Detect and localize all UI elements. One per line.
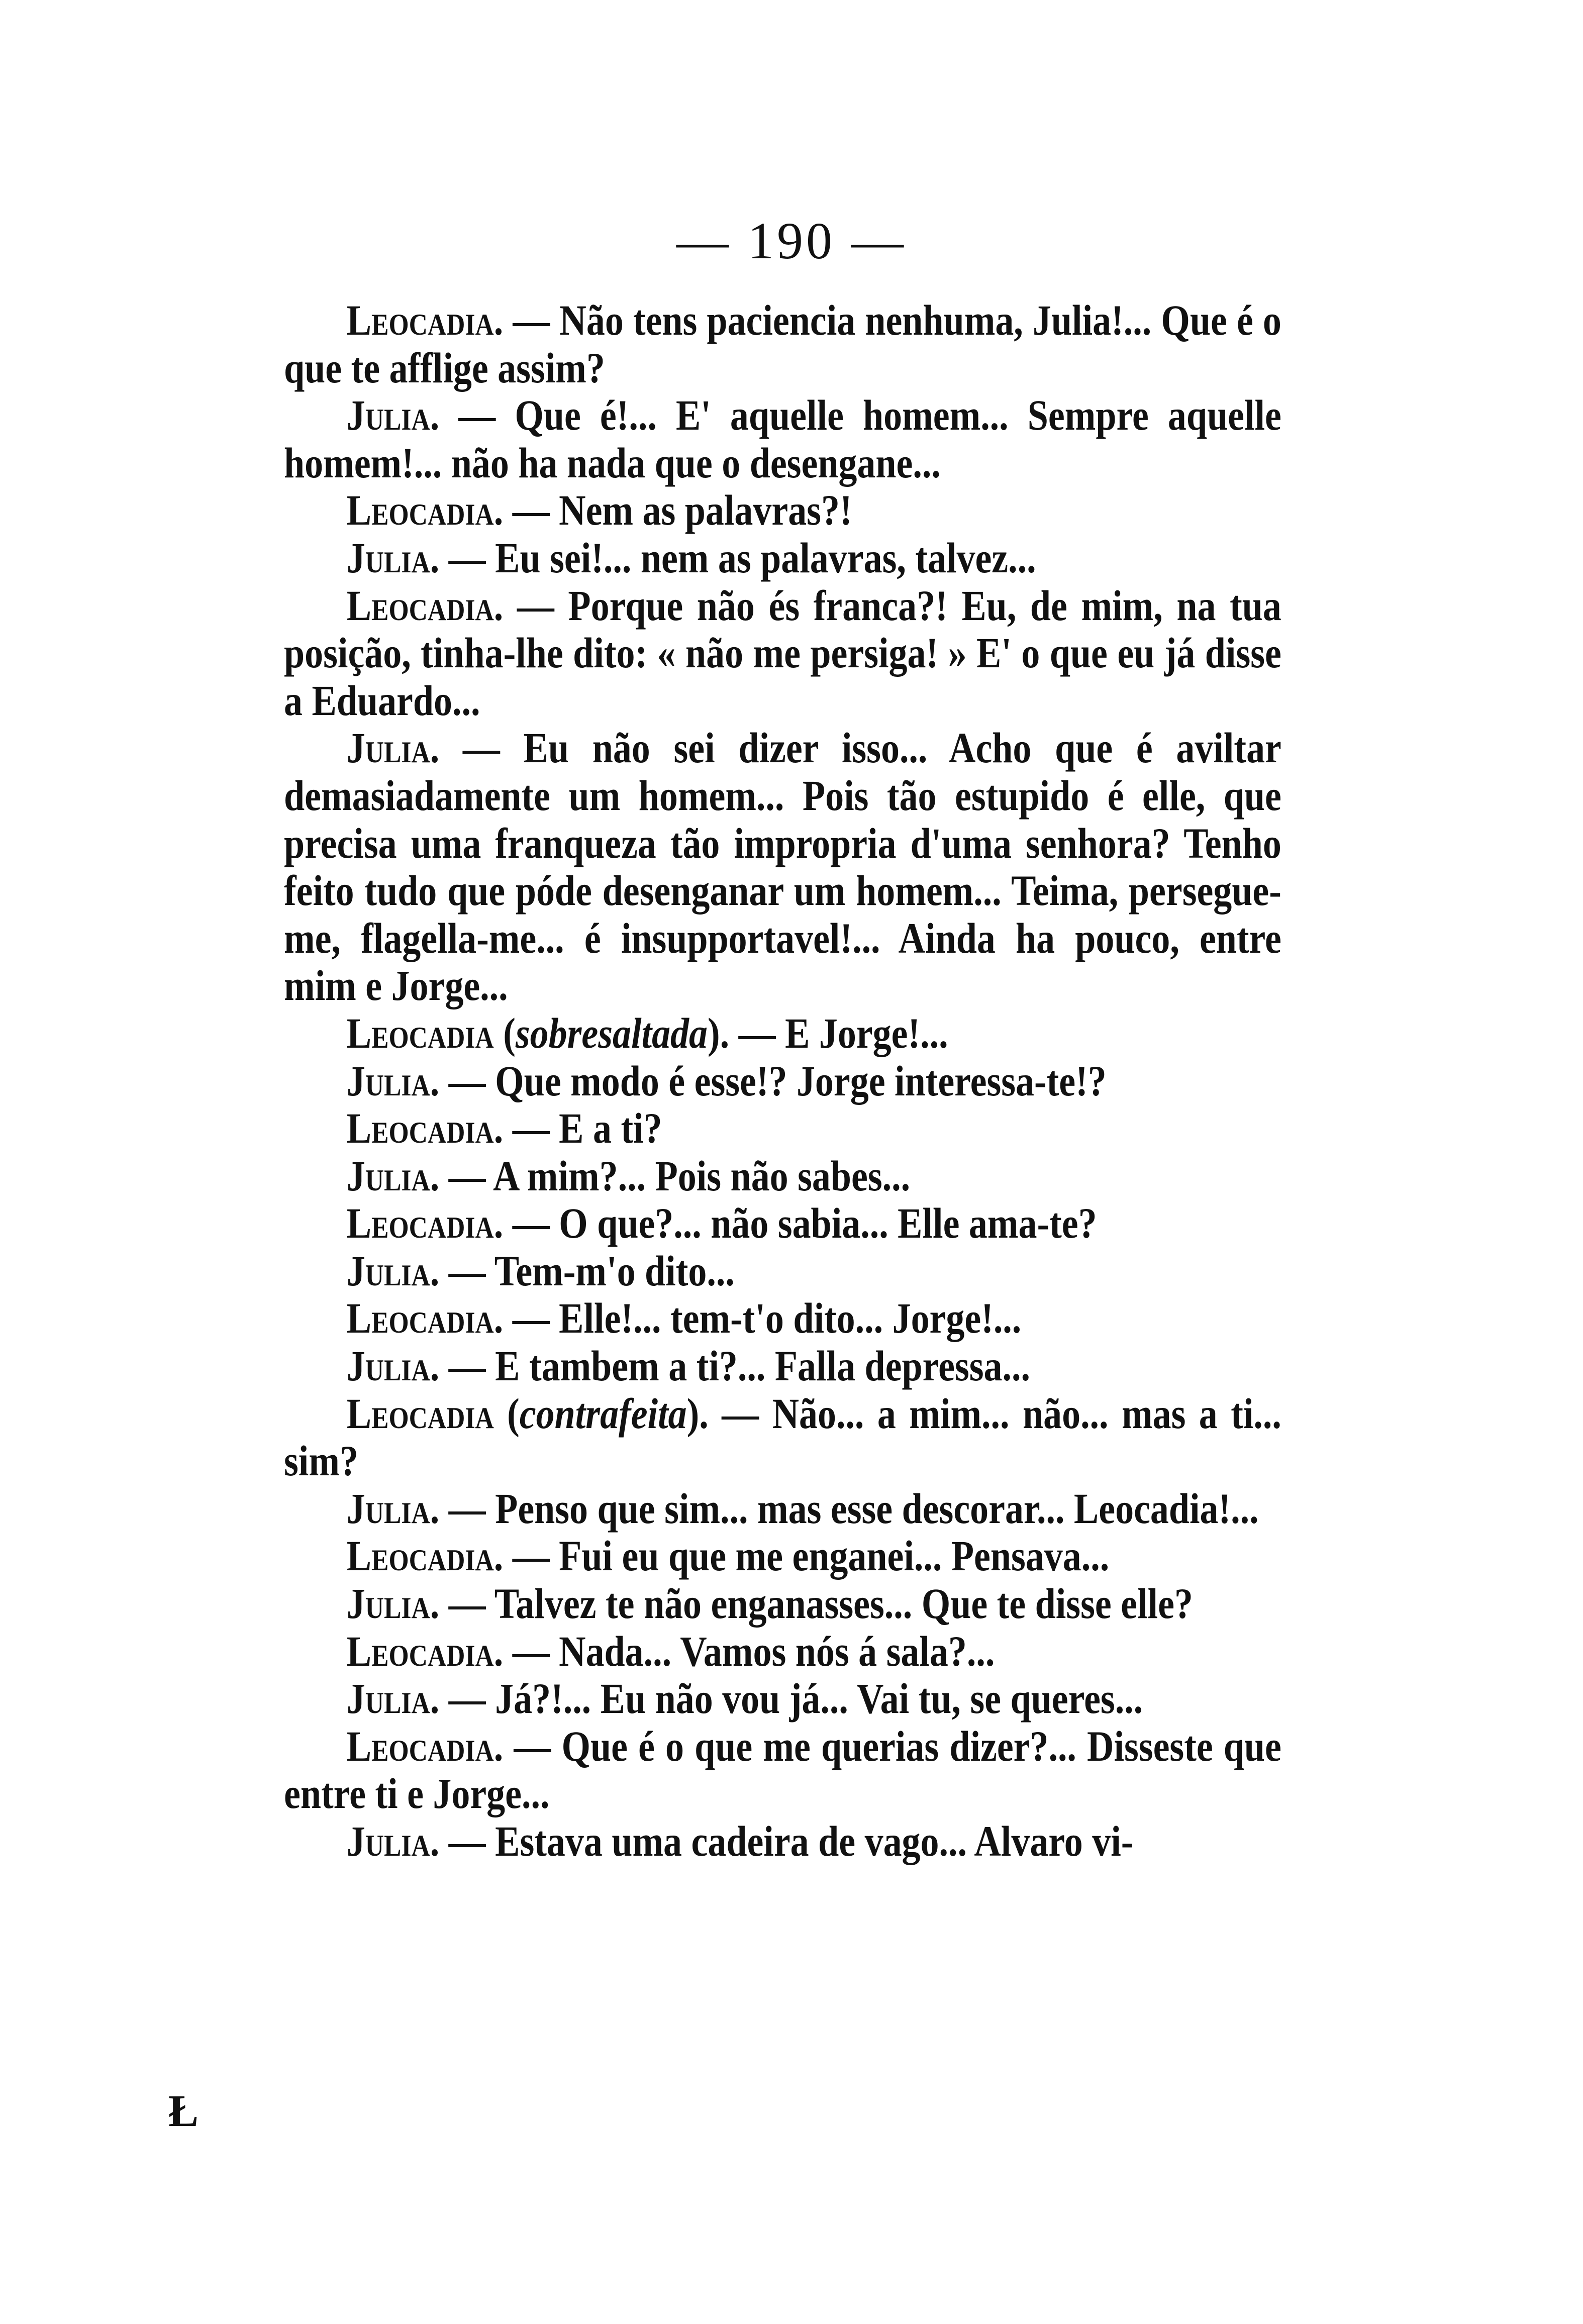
speaker-name: Leocadia. [346, 1199, 504, 1248]
stage-direction: contrafeita [519, 1389, 687, 1438]
dialogue-line: Leocadia (sobresaltada). — E Jorge!... [346, 1008, 948, 1057]
line-text: — A mim?... Pois não sabes... [439, 1151, 911, 1200]
dialogue-line [284, 1057, 1281, 1105]
dialogue-line [284, 1723, 1281, 1817]
speaker-name: Leocadia. [346, 1722, 504, 1770]
speaker-name: Leocadia. [346, 1294, 504, 1343]
line-text: — Nada... Vamos nós á sala?... [503, 1627, 995, 1675]
speaker-name: Leocadia. [346, 1532, 504, 1580]
dialogue-line [284, 534, 1281, 582]
line-text: — Que modo é esse!? Jorge interessa-te!? [439, 1056, 1107, 1105]
dialogue-line [284, 1580, 1281, 1628]
line-text: — Que é!... E' aquelle homem... Sempre aquelle homem!... não ha nada que o desengane... [284, 391, 1281, 487]
line-text: — Já?!... Eu não vou já... Vai tu, se queres... [439, 1674, 1143, 1723]
speaker-name: Julia. [346, 533, 440, 582]
line-text: — Eu sei!... nem as palavras, talvez... [439, 533, 1036, 582]
speaker-name: Julia. [346, 724, 440, 772]
line-text: — Estava uma cadeira de vago... Alvaro vi- [439, 1817, 1134, 1865]
line-text: — E a ti? [503, 1104, 662, 1153]
margin-mark: Ł [168, 2086, 199, 2136]
speaker-name: Julia. [346, 1674, 440, 1723]
line-text: — E tambem a ti?... Falla depressa... [439, 1342, 1030, 1390]
dialogue-line [284, 1199, 1281, 1247]
line-text: — Porque não és franca?! Eu, de mim, na tua posição, tinha-lhe dito: « não me persiga! » E' o que eu já disse a Eduardo... [284, 581, 1281, 725]
speaker-name: Julia. [346, 1817, 440, 1865]
direction-close: ). [686, 1389, 709, 1438]
dialogue-line [284, 296, 1281, 391]
dialogue-line [284, 391, 1281, 486]
dialogue-line [284, 1485, 1281, 1533]
dialogue-line [284, 1247, 1281, 1295]
dialogue-line [284, 1342, 1281, 1390]
dialogue-line [284, 1152, 1281, 1200]
line-text: — Elle!... tem-t'o dito... Jorge!... [503, 1294, 1022, 1343]
speaker-name: Leocadia [346, 1389, 494, 1438]
dialogue-text [284, 296, 1281, 1865]
speaker-name: Leocadia. [346, 486, 504, 535]
speaker-name: Julia. [346, 1056, 440, 1105]
speaker-name: Julia. [346, 1246, 440, 1295]
speaker-name: Leocadia. [346, 296, 504, 344]
dialogue-line [284, 1294, 1281, 1342]
line-text: — Talvez te não enganasses... Que te disse elle? [439, 1579, 1193, 1628]
line-text: — Fui eu que me enganei... Pensava... [503, 1532, 1110, 1580]
dialogue-line [284, 724, 1281, 1009]
speaker-name: Leocadia. [346, 581, 504, 630]
dialogue-line [284, 1532, 1281, 1580]
speaker-name: Leocadia [346, 1008, 494, 1057]
dialogue-line [284, 1104, 1281, 1152]
speaker-name: Julia. [346, 1579, 440, 1628]
line-text: — O que?... não sabia... Elle ama-te? [503, 1199, 1097, 1248]
stage-direction: sobresaltada [515, 1008, 708, 1057]
dialogue-line: Leocadia (contrafeita). — Não... a mim... não... mas a ti... sim? [284, 1389, 1281, 1485]
speaker-name: Julia. [346, 1151, 440, 1200]
speaker-name: Leocadia. [346, 1627, 504, 1675]
line-text: — E Jorge!... [729, 1008, 948, 1057]
line-text: — Eu não sei dizer isso... Acho que é aviltar demasiadamente um homem... Pois tão estupido é elle, que precisa uma franqueza tão impropria d'uma senhora? Tenho feito tudo que póde desenganar um homem... Teima, persegue-me, flagella-me... é insupportavel!... Ainda ha pouco, entre mim e Jorge... [284, 724, 1281, 1010]
line-text: — Não tens paciencia nenhuma, Julia!... Que é o que te afflige assim? [284, 296, 1281, 392]
dialogue-line [284, 1675, 1281, 1723]
dialogue-line [284, 1628, 1281, 1675]
line-text: — Que é o que me querias dizer?... Disseste que entre ti e Jorge... [284, 1722, 1281, 1818]
direction-close: ). [708, 1008, 730, 1057]
speaker-name: Julia. [346, 1342, 440, 1390]
line-text: — Não... a mim... não... mas a ti... sim? [284, 1389, 1281, 1485]
dialogue-line [284, 582, 1281, 725]
dialogue-line [284, 486, 1281, 534]
line-text: — Tem-m'o dito... [439, 1246, 735, 1295]
speaker-name: Julia. [346, 391, 440, 440]
speaker-name: Leocadia. [346, 1104, 504, 1153]
line-text: — Penso que sim... mas esse descorar... Leocadia!... [439, 1484, 1259, 1533]
page-number: — 190 — [676, 212, 907, 270]
dialogue-line [284, 1817, 1281, 1865]
line-text: — Nem as palavras?! [503, 486, 852, 535]
speaker-name: Julia. [346, 1484, 440, 1533]
